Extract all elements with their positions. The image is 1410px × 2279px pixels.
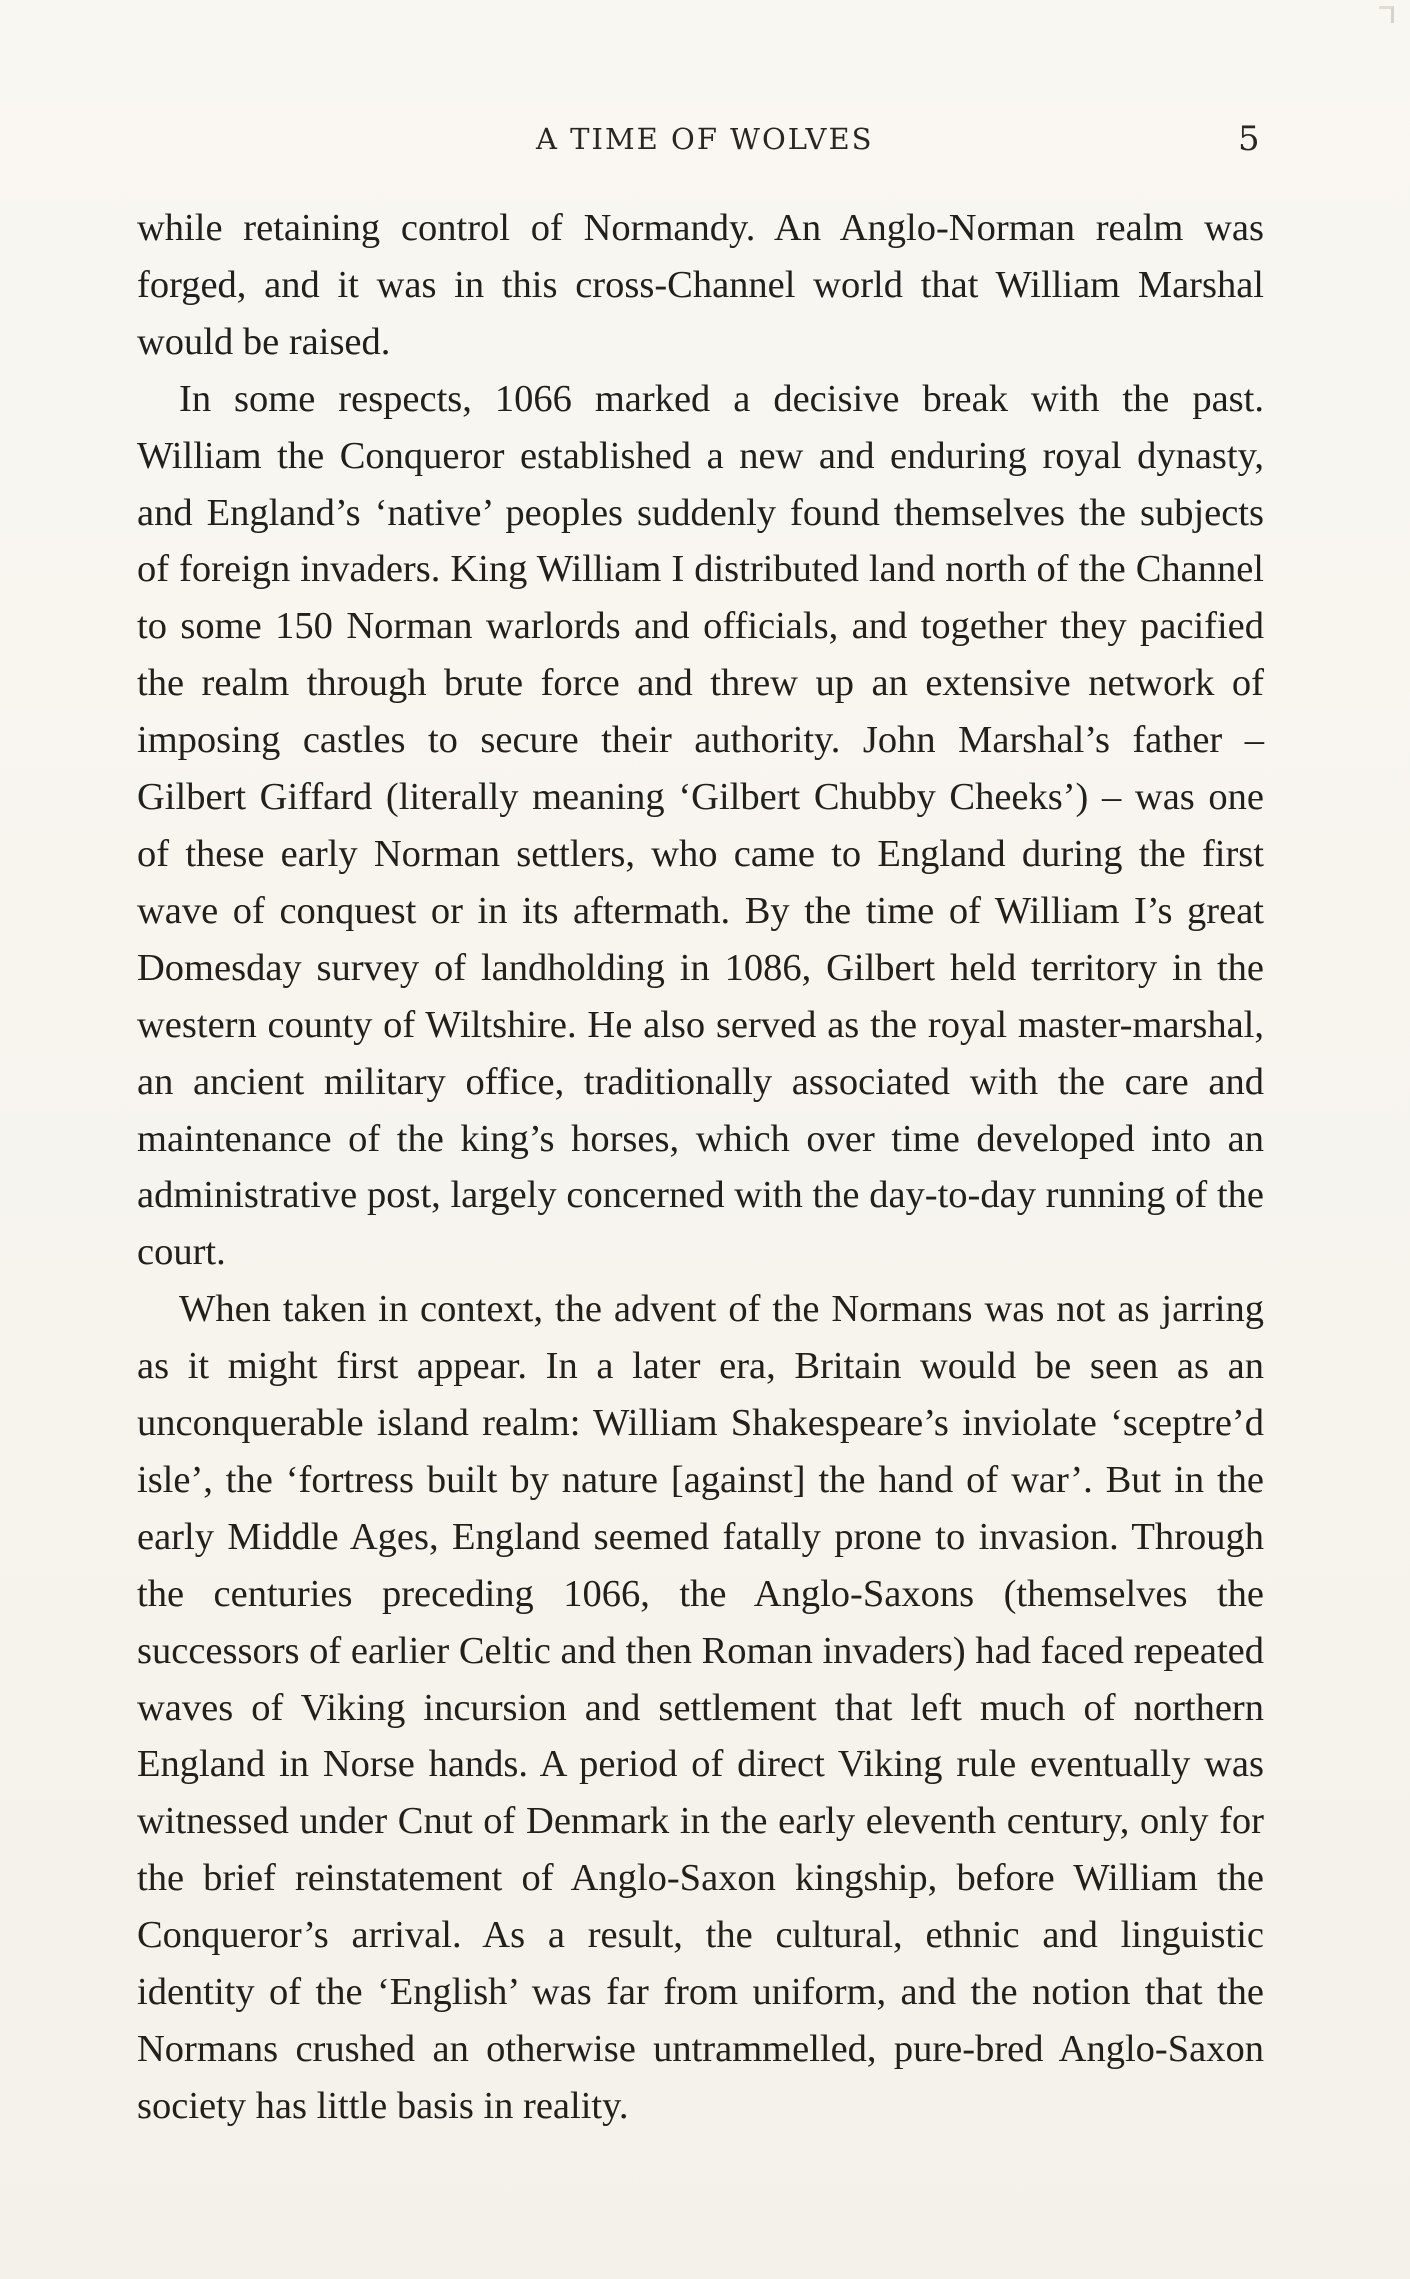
scan-corner-mark xyxy=(1379,6,1394,23)
paragraph-continued: while retaining control of Normandy. An Anglo-Norman realm was forged, and it was in this cross-Channel world that William Marshal would be raised. xyxy=(137,207,1264,363)
page-number: 5 xyxy=(1238,119,1260,159)
paragraph: When taken in context, the advent of the Normans was not as jarring as it might first appear. In a later era, Britain would be seen as an unconquerable island realm: William Shakespeare’s inviolate ‘sceptre’d isle’, the ‘fortress built by nature [against] the hand of war’. But in the early Middle Ages, England seemed fatally prone to invasion. Through the centuries preceding 1066, the Anglo-Saxons (themselves the successors of earlier Celtic and then Roman invaders) had faced repeated waves of Viking incursion and settlement that left much of northern England in Norse hands. A period of direct Viking rule eventually was witnessed under Cnut of Denmark in the early eleventh century, only for the brief reinstatement of Anglo-Saxon kingship, before William the Conqueror’s arrival. As a result, the cultural, ethnic and linguistic identity of the ‘English’ was far from uniform, and the notion that the Normans crushed an otherwise untrammelled, pure-bred Anglo-Saxon society has little basis in reality. xyxy=(137,1288,1264,2127)
running-title: A TIME OF WOLVES xyxy=(536,122,874,156)
body-text xyxy=(137,200,1264,2135)
running-head xyxy=(0,115,1410,163)
paragraph: In some respects, 1066 marked a decisive break with the past. William the Conqueror established a new and enduring royal dynasty, and England’s ‘native’ peoples suddenly found themselves the subjects of foreign invaders. King William I distributed land north of the Channel to some 150 Norman warlords and officials, and together they pacified the realm through brute force and threw up an extensive network of imposing castles to secure their authority. John Marshal’s father – Gilbert Giffard (literally meaning ‘Gilbert Chubby Cheeks’) – was one of these early Norman settlers, who came to England during the first wave of conquest or in its aftermath. By the time of William I’s great Domesday survey of landholding in 1086, Gilbert held territory in the western county of Wiltshire. He also served as the royal master-marshal, an ancient military office, traditionally associated with the care and maintenance of the king’s horses, which over time developed into an administrative post, largely concerned with the day-to-day running of the court. xyxy=(137,377,1264,1274)
